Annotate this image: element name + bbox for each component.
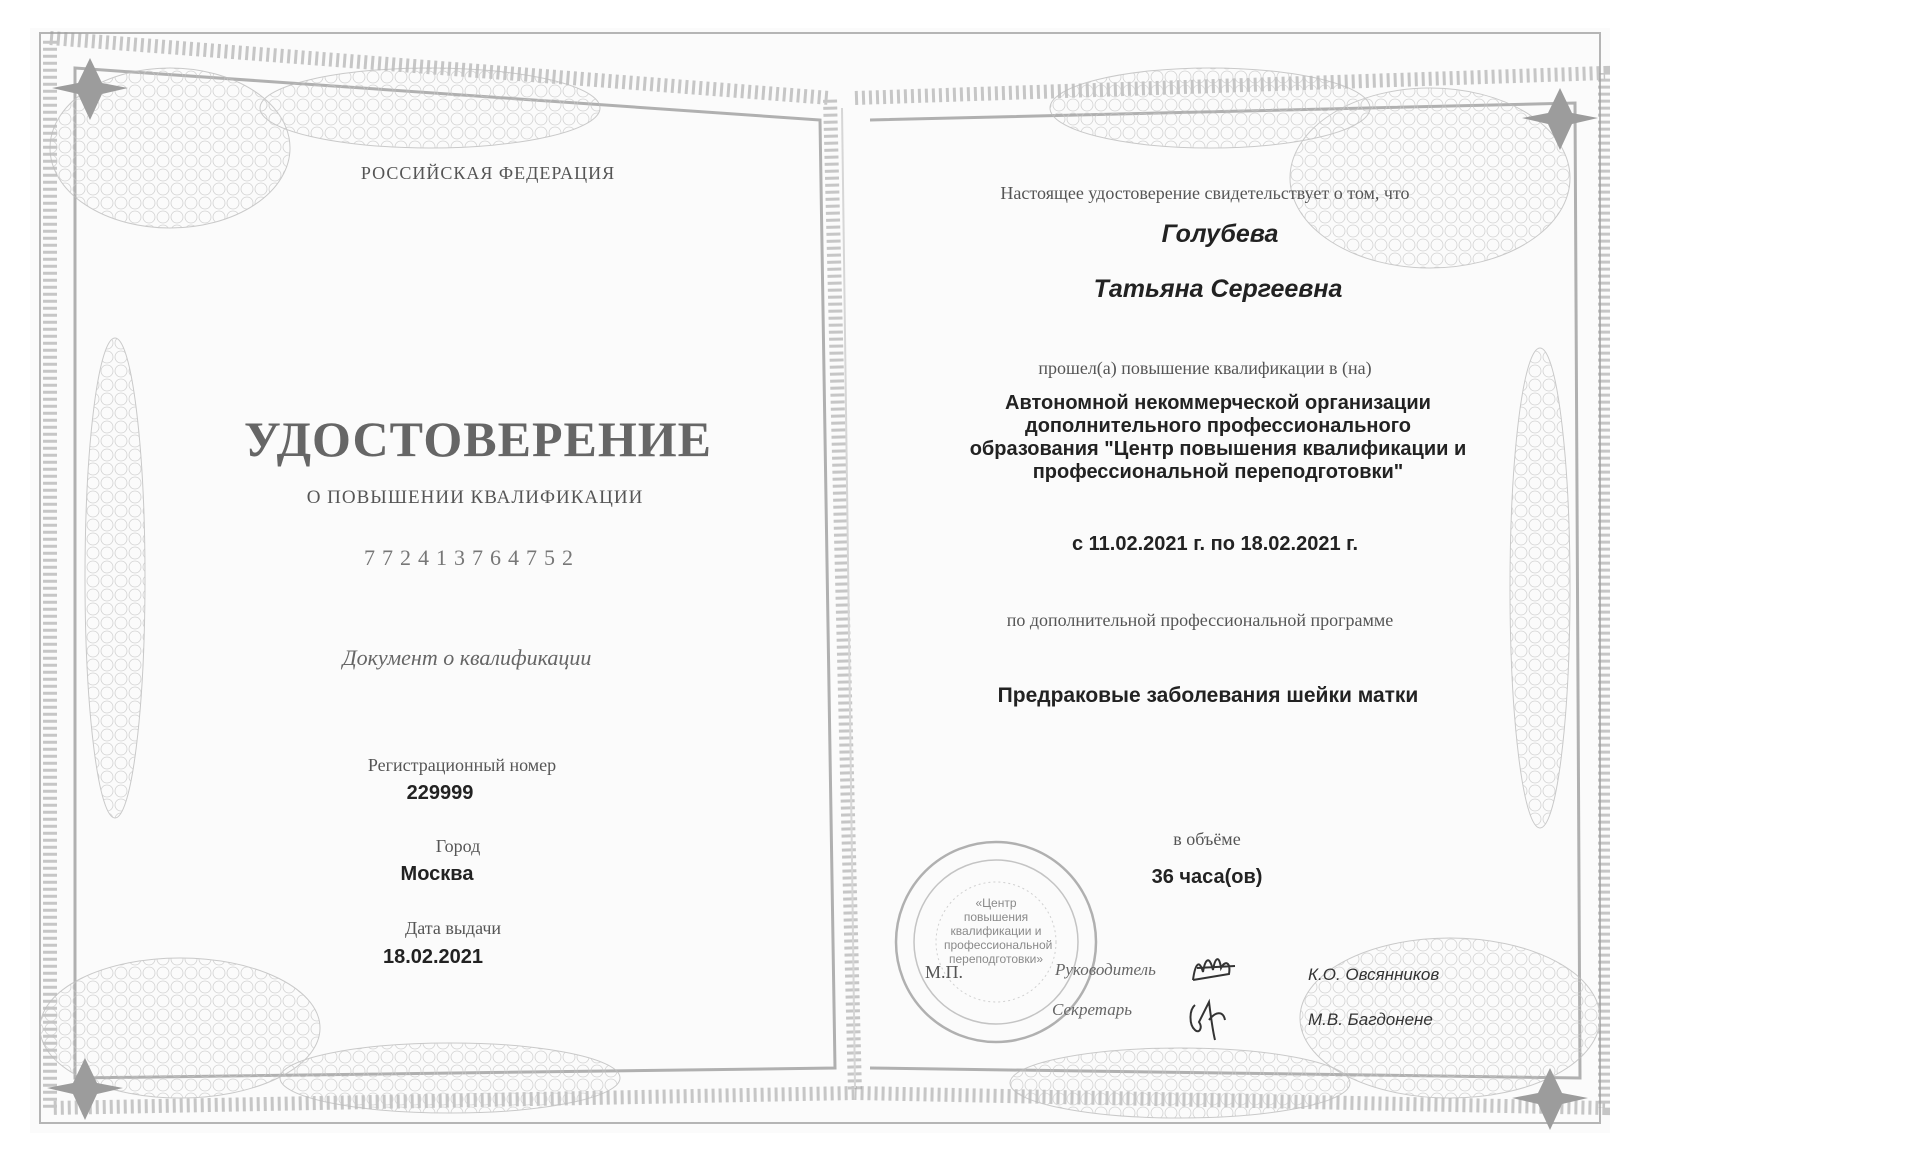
- stamp-text: «Центр повышения квалификации и профессиональной переподготовки»: [944, 896, 1053, 966]
- document-subtitle: О ПОВЫШЕНИИ КВАЛИФИКАЦИИ: [306, 487, 644, 508]
- program-title: Предраковые заболевания шейки матки: [997, 684, 1419, 707]
- volume-label: в объёме: [1173, 829, 1241, 849]
- stamp-mark: М.П.: [925, 962, 964, 982]
- registration-number: 229999: [406, 782, 474, 804]
- city-value: Москва: [400, 863, 474, 885]
- program-label: по дополнительной профессиональной программе: [1006, 610, 1394, 630]
- intro-text: Настоящее удостоверение свидетельствует о том, что: [1000, 183, 1410, 203]
- holder-surname: Голубева: [1161, 220, 1279, 248]
- issue-date-value: 18.02.2021: [382, 946, 484, 968]
- country-name: РОССИЙСКАЯ ФЕДЕРАЦИЯ: [360, 163, 616, 183]
- issue-date-label: Дата выдачи: [404, 918, 502, 938]
- training-period: с 11.02.2021 г. по 18.02.2021 г.: [1071, 533, 1359, 555]
- city-label: Город: [435, 836, 481, 856]
- serial-number: 772413764752: [364, 545, 580, 570]
- completed-label: прошел(а) повышение квалификации в (на): [1038, 358, 1372, 378]
- secretary-name: М.В. Багдонене: [1308, 1010, 1433, 1029]
- director-label: Руководитель: [1055, 960, 1156, 979]
- signatures-image: [1185, 940, 1265, 1050]
- volume-value: 36 часа(ов): [1151, 866, 1263, 888]
- document-title: УДОСТОВЕРЕНИЕ: [244, 411, 712, 467]
- registration-label: Регистрационный номер: [367, 755, 557, 775]
- document-type: Документ о квалификации: [342, 645, 592, 670]
- secretary-label: Секретарь: [1052, 1000, 1132, 1019]
- director-name: К.О. Овсянников: [1308, 965, 1440, 984]
- organization-name: Автономной некоммерческой организации дополнительного профессионального образования "Центр повышения квалификации и профессиональной переподготовки": [969, 392, 1467, 483]
- holder-given-names: Татьяна Сергеевна: [1093, 275, 1343, 303]
